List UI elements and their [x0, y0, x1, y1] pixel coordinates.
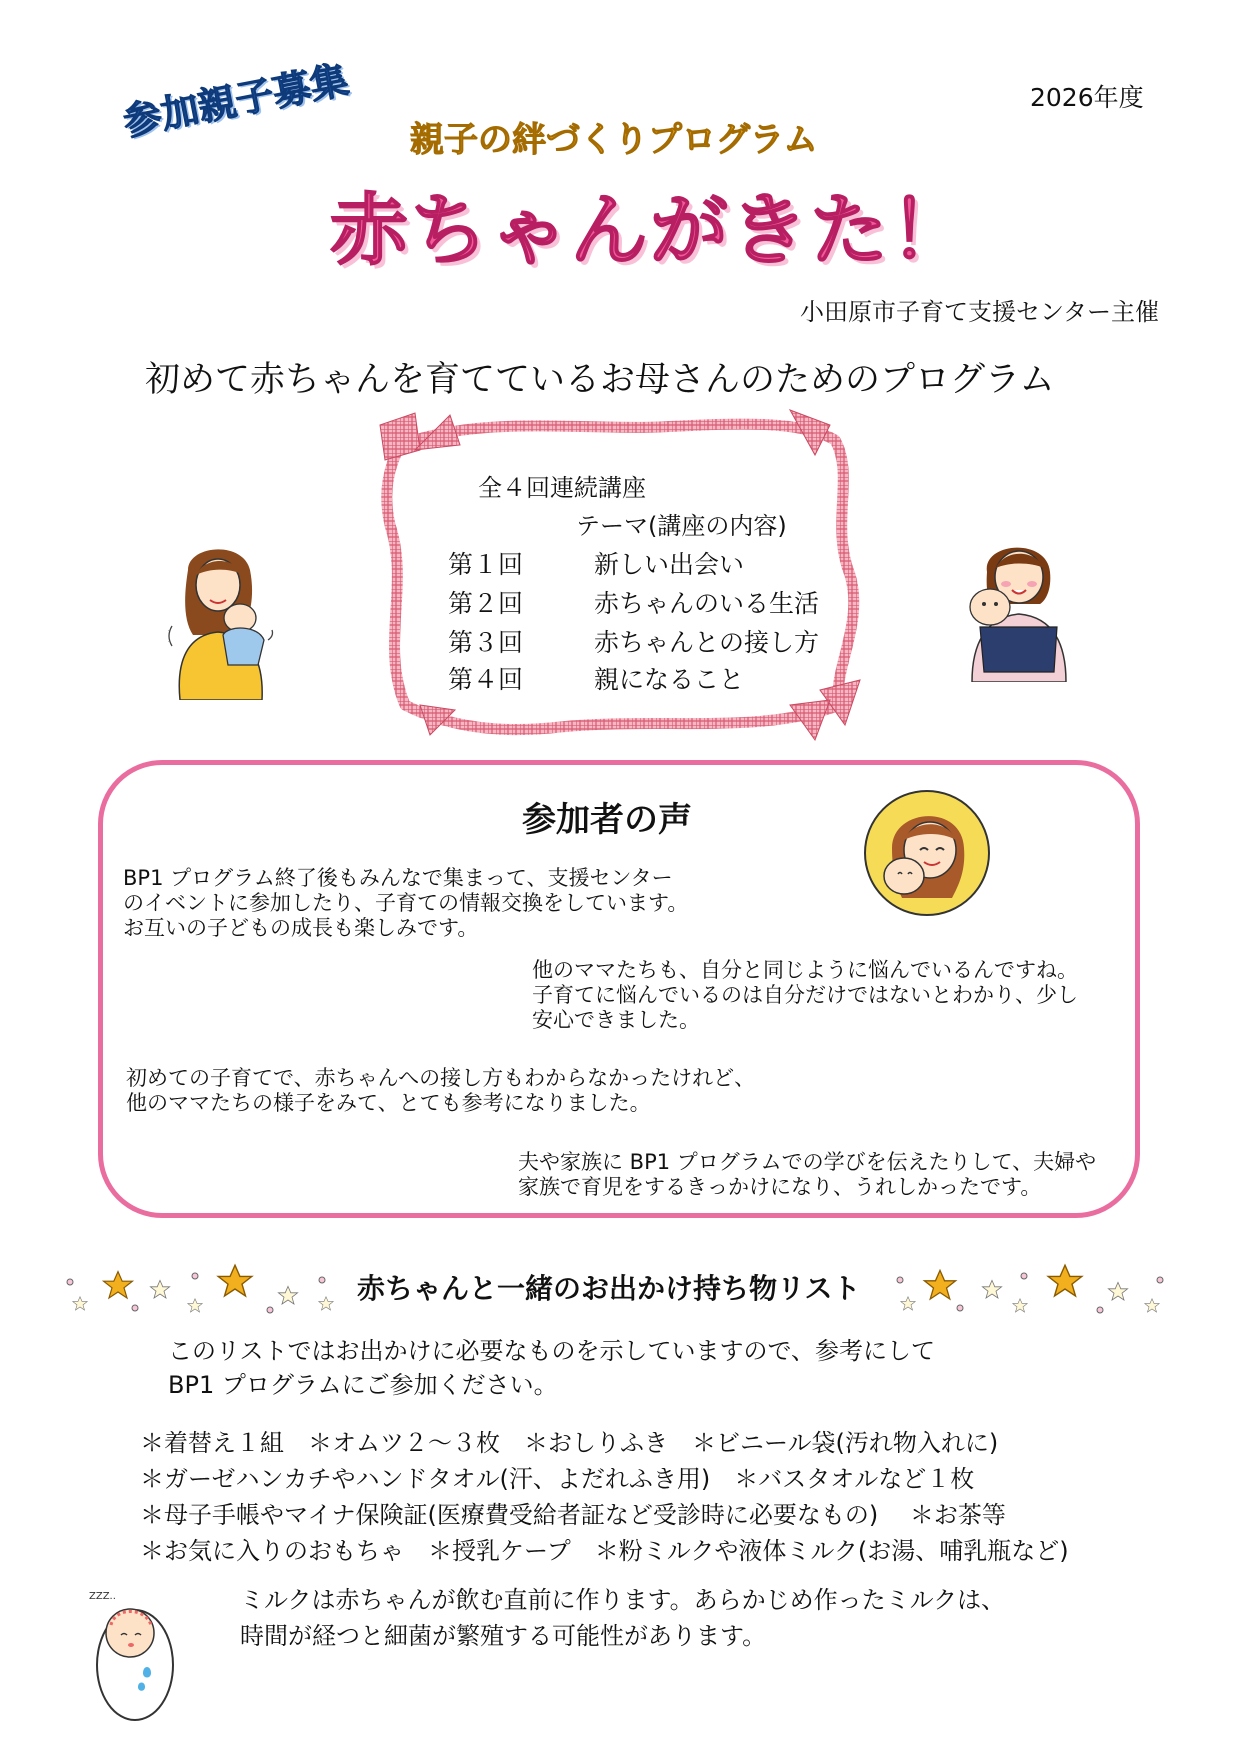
- session-topic: 新しい出会い: [594, 550, 745, 579]
- voice-line: お互いの子どもの成長も楽しみです。: [123, 916, 479, 940]
- voice-line: 安心できました。: [532, 1008, 700, 1032]
- list-item: ＊ガーゼハンカチやハンドタオル(汗、よだれふき用) ＊バスタオルなど１枚: [140, 1465, 975, 1493]
- theme-heading: テーマ(講座の内容): [576, 512, 787, 540]
- milk-note-line: 時間が経つと細菌が繁殖する可能性があります。: [240, 1622, 767, 1650]
- smiling-mother-baby-illustration: [862, 788, 992, 918]
- session-topic: 親になること: [594, 665, 745, 694]
- intro-line: BP1 プログラムにご参加ください。: [168, 1371, 558, 1399]
- list-item: ＊母子手帳やマイナ保険証(医療費受給者証など受診時に必要なもの) ＊お茶等: [140, 1501, 1006, 1529]
- voice-line: 家族で育児をするきっかけになり、うれしかったです。: [518, 1175, 1042, 1199]
- voices-title: 参加者の声: [522, 800, 692, 840]
- session-topic: 赤ちゃんとの接し方: [594, 628, 820, 657]
- milk-note-line: ミルクは赤ちゃんが飲む直前に作ります。あらかじめ作ったミルクは、: [240, 1586, 1006, 1614]
- sleeping-baby-illustration: [85, 1585, 185, 1725]
- voice-comment-2: [532, 958, 1078, 1033]
- voice-line: 子育てに悩んでいるのは自分だけではないとわかり、少し: [532, 983, 1078, 1007]
- page-title: 赤ちゃんがきた！: [330, 186, 971, 276]
- voice-line: 初めての子育てで、赤ちゃんへの接し方もわからなかったけれど、: [126, 1066, 756, 1090]
- session-number: 第４回: [448, 665, 524, 694]
- intro-line: このリストではお出かけに必要なものを示していますので、参考にして: [168, 1337, 936, 1365]
- program-subtitle: 親子の絆づくりプログラム: [410, 120, 818, 160]
- milk-note: [240, 1582, 1005, 1654]
- session-topic: 赤ちゃんのいる生活: [594, 589, 820, 618]
- recruit-badge: 参加親子募集: [119, 57, 352, 145]
- mother-holding-baby-illustration: [168, 540, 278, 700]
- voice-comment-1: [123, 866, 688, 941]
- program-intro: 初めて赤ちゃんを育てているお母さんのためのプログラム: [145, 360, 1055, 400]
- mother-with-baby-carrier-illustration: [962, 532, 1072, 682]
- session-number: 第２回: [448, 589, 524, 618]
- voice-line: 他のママたちの様子をみて、とても参考になりました。: [126, 1091, 651, 1115]
- voice-comment-3: [126, 1066, 755, 1116]
- list-item: ＊お気に入りのおもちゃ ＊授乳ケープ ＊粉ミルクや液体ミルク(お湯、哺乳瓶など): [140, 1537, 1069, 1565]
- session-number: 第３回: [448, 628, 524, 657]
- checklist-items: [140, 1425, 1069, 1569]
- svg-text:ZZZ..: ZZZ..: [89, 1591, 116, 1602]
- checklist-title: 赤ちゃんと一緒のお出かけ持ち物リスト: [357, 1272, 861, 1305]
- checklist-intro: [168, 1334, 935, 1402]
- course-heading: 全４回連続講座: [478, 474, 646, 502]
- host-organization: 小田原市子育て支援センター主催: [800, 298, 1160, 326]
- year-label: 2026年度: [1030, 83, 1144, 112]
- voice-line: 夫や家族に BP1 プログラムでの学びを伝えたりして、夫婦や: [518, 1150, 1097, 1174]
- voice-line: BP1 プログラム終了後もみんなで集まって、支援センター: [123, 866, 673, 890]
- voice-line: 他のママたちも、自分と同じように悩んでいるんですね。: [532, 958, 1078, 982]
- voice-line: のイベントに参加したり、子育ての情報交換をしています。: [123, 891, 689, 915]
- voice-comment-4: [518, 1150, 1096, 1200]
- list-item: ＊着替え１組 ＊オムツ２～３枚 ＊おしりふき ＊ビニール袋(汚れ物入れに): [140, 1429, 999, 1457]
- session-number: 第１回: [448, 550, 524, 579]
